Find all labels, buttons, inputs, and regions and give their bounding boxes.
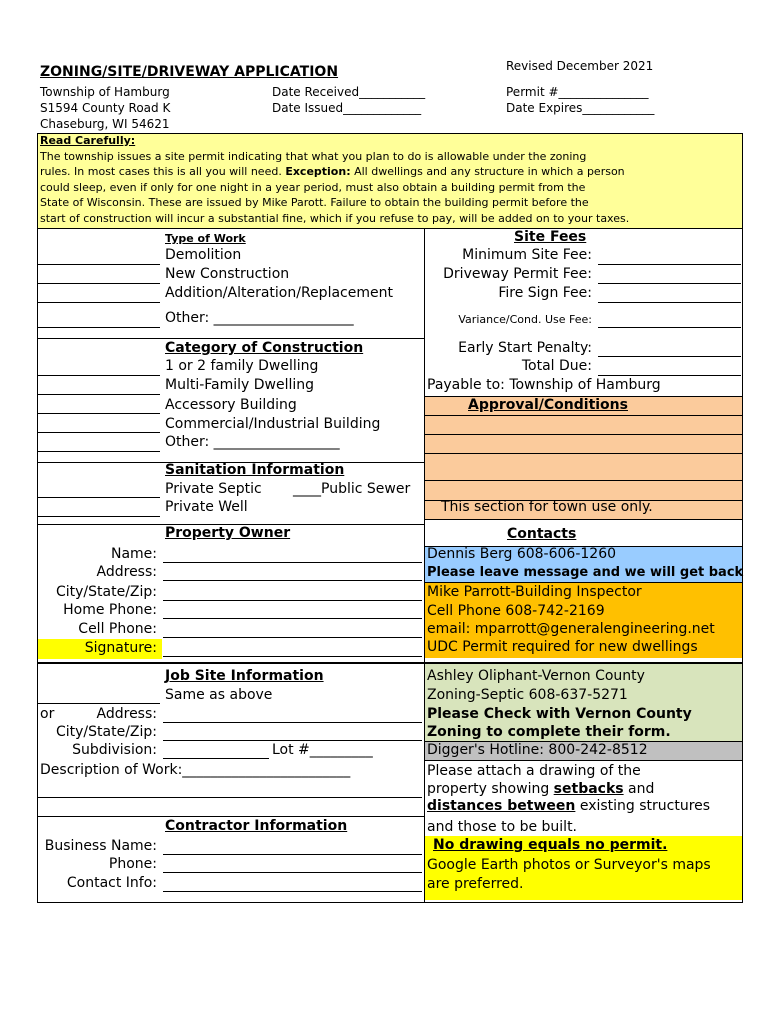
berg-contact: Dennis Berg 608-606-1260 <box>427 546 617 562</box>
total-due-label: Total Due: <box>521 358 592 374</box>
category-checkbox-line[interactable] <box>38 394 160 395</box>
contact-info-label: Contact Info: <box>66 875 157 891</box>
drawing-note: and those to be built. <box>427 819 578 835</box>
vernon-check: Please Check with Vernon County <box>427 706 692 722</box>
vernon-form: Zoning to complete their form. <box>427 724 671 740</box>
lot-field[interactable]: Lot #_________ <box>272 742 373 758</box>
driveway-fee-field[interactable] <box>598 283 741 284</box>
no-drawing-warning: No drawing equals no permit. <box>433 837 668 853</box>
berg-message: Please leave message and we will get back <box>427 565 744 580</box>
drawing-note: Please attach a drawing of the <box>427 763 641 779</box>
notice-heading: Read Carefully: <box>40 134 136 147</box>
approval-heading: Approval/Conditions <box>468 397 628 413</box>
other-work-checkbox-line[interactable] <box>38 327 160 328</box>
township-name: Township of Hamburg <box>40 85 170 99</box>
category-checkbox-line[interactable] <box>38 413 160 414</box>
parrott-name: Mike Parrott-Building Inspector <box>427 584 642 600</box>
parrott-email[interactable]: email: mparrott@generalengineering.net <box>427 621 715 637</box>
type-of-work-heading: Type of Work <box>165 232 246 245</box>
contact-info-field[interactable] <box>163 891 422 892</box>
owner-home-phone-field[interactable] <box>163 618 422 619</box>
min-site-fee-field[interactable] <box>598 264 741 265</box>
same-as-above-label: Same as above <box>165 687 273 703</box>
new-construction-checkbox-line[interactable] <box>38 283 160 284</box>
google-earth-note: Google Earth photos or Surveyor's maps <box>427 857 711 873</box>
ashley-phone: Zoning-Septic 608-637-5271 <box>427 687 628 703</box>
work-item-other[interactable]: Other: ____________________ <box>165 310 354 326</box>
category-other[interactable]: Other: __________________ <box>165 434 340 450</box>
form-title: ZONING/SITE/DRIVEWAY APPLICATION <box>40 64 339 80</box>
notice-line: The township issues a site permit indicating that what you plan to do is allowable under the zoning <box>40 150 587 163</box>
work-item-demolition: Demolition <box>165 247 242 263</box>
early-start-label: Early Start Penalty: <box>458 340 592 356</box>
well-checkbox-line[interactable] <box>38 516 160 517</box>
notice-line: could sleep, even if only for one night in a year period, must also obtain a building permit from the <box>40 181 586 194</box>
same-as-above-checkbox-line[interactable] <box>38 703 160 704</box>
sanitation-heading: Sanitation Information <box>165 462 345 478</box>
total-due-field[interactable] <box>598 375 741 376</box>
date-received-field[interactable]: Date Received___________ <box>272 85 426 99</box>
owner-name-label: Name: <box>110 546 157 562</box>
owner-cell-phone-label: Cell Phone: <box>78 621 157 637</box>
driveway-fee-label: Driveway Permit Fee: <box>443 266 592 282</box>
owner-city-label: City/State/Zip: <box>55 584 157 600</box>
owner-address-field[interactable] <box>163 580 422 581</box>
contractor-phone-field[interactable] <box>163 872 422 873</box>
notice-line: start of construction will incur a substantial fine, which if you refuse to pay, will be added on to your taxes. <box>40 212 630 225</box>
township-street: S1594 County Road K <box>40 101 171 115</box>
owner-home-phone-label: Home Phone: <box>63 602 157 618</box>
job-city-label: City/State/Zip: <box>55 724 157 740</box>
category-commercial: Commercial/Industrial Building <box>165 416 381 432</box>
category-1-2-family: 1 or 2 family Dwelling <box>165 358 319 374</box>
ashley-name: Ashley Oliphant-Vernon County <box>427 668 645 684</box>
notice-line: rules. In most cases this is all you will need. Exception: All dwellings and any structure in which a person <box>40 165 625 178</box>
owner-city-field[interactable] <box>163 600 422 601</box>
category-multi-family: Multi-Family Dwelling <box>165 377 315 393</box>
date-issued-field[interactable]: Date Issued_____________ <box>272 101 422 115</box>
contacts-heading: Contacts <box>507 526 577 542</box>
category-checkbox-line[interactable] <box>38 451 160 452</box>
contractor-heading: Contractor Information <box>165 818 348 834</box>
property-owner-heading: Property Owner <box>165 525 291 541</box>
job-site-heading: Job Site Information <box>165 668 324 684</box>
owner-cell-phone-field[interactable] <box>163 637 422 638</box>
contractor-phone-label: Phone: <box>108 856 157 872</box>
drawing-note: distances between existing structures <box>427 798 711 814</box>
business-name-label: Business Name: <box>44 838 157 854</box>
category-accessory: Accessory Building <box>165 397 297 413</box>
addition-checkbox-line[interactable] <box>38 302 160 303</box>
subdivision-label: Subdivision: <box>72 742 157 758</box>
town-use-note: This section for town use only. <box>441 499 653 515</box>
variance-fee-label: Variance/Cond. Use Fee: <box>458 313 592 326</box>
owner-signature-field[interactable] <box>163 656 422 657</box>
owner-address-label: Address: <box>96 564 157 580</box>
drawing-note: property showing setbacks and <box>427 781 655 797</box>
fire-sign-fee-label: Fire Sign Fee: <box>498 285 592 301</box>
min-site-fee-label: Minimum Site Fee: <box>462 247 592 263</box>
category-checkbox-line[interactable] <box>38 375 160 376</box>
early-start-field[interactable] <box>598 356 741 357</box>
work-item-addition: Addition/Alteration/Replacement <box>165 285 393 301</box>
parrott-phone: Cell Phone 608-742-2169 <box>427 603 605 619</box>
septic-checkbox-line[interactable] <box>38 497 160 498</box>
private-septic-label: Private Septic <box>165 481 262 497</box>
or-label: or <box>40 706 55 722</box>
category-checkbox-line[interactable] <box>38 432 160 433</box>
business-name-field[interactable] <box>163 854 422 855</box>
job-city-field[interactable] <box>163 740 422 741</box>
fire-sign-fee-field[interactable] <box>598 302 741 303</box>
permit-number-field[interactable]: Permit #_______________ <box>506 85 649 99</box>
township-city: Chaseburg, WI 54621 <box>40 117 170 131</box>
description-of-work-field[interactable]: Description of Work:________________________ <box>40 762 351 778</box>
google-earth-note: are preferred. <box>427 876 524 892</box>
job-address-label: Address: <box>96 706 157 722</box>
category-heading: Category of Construction <box>165 340 364 356</box>
payable-to: Payable to: Township of Hamburg <box>427 377 661 393</box>
description-line-2[interactable] <box>38 797 422 798</box>
work-item-new-construction: New Construction <box>165 266 290 282</box>
job-address-field[interactable] <box>163 722 422 723</box>
public-sewer-field[interactable]: ____Public Sewer <box>293 481 411 497</box>
owner-signature-label: Signature: <box>84 640 157 656</box>
date-expires-field[interactable]: Date Expires____________ <box>506 101 655 115</box>
demolition-checkbox-line[interactable] <box>38 264 160 265</box>
revised-date: Revised December 2021 <box>506 59 654 73</box>
subdivision-field[interactable] <box>163 758 269 759</box>
notice-line: State of Wisconsin. These are issued by Mike Parott. Failure to obtain the building permit before the <box>40 196 589 209</box>
site-fees-heading: Site Fees <box>514 229 587 245</box>
owner-name-field[interactable] <box>163 562 422 563</box>
parrott-udc-note: UDC Permit required for new dwellings <box>427 639 698 655</box>
diggers-hotline: Digger's Hotline: 800-242-8512 <box>427 742 648 758</box>
variance-fee-field[interactable] <box>598 327 741 328</box>
private-well-label: Private Well <box>165 499 248 515</box>
